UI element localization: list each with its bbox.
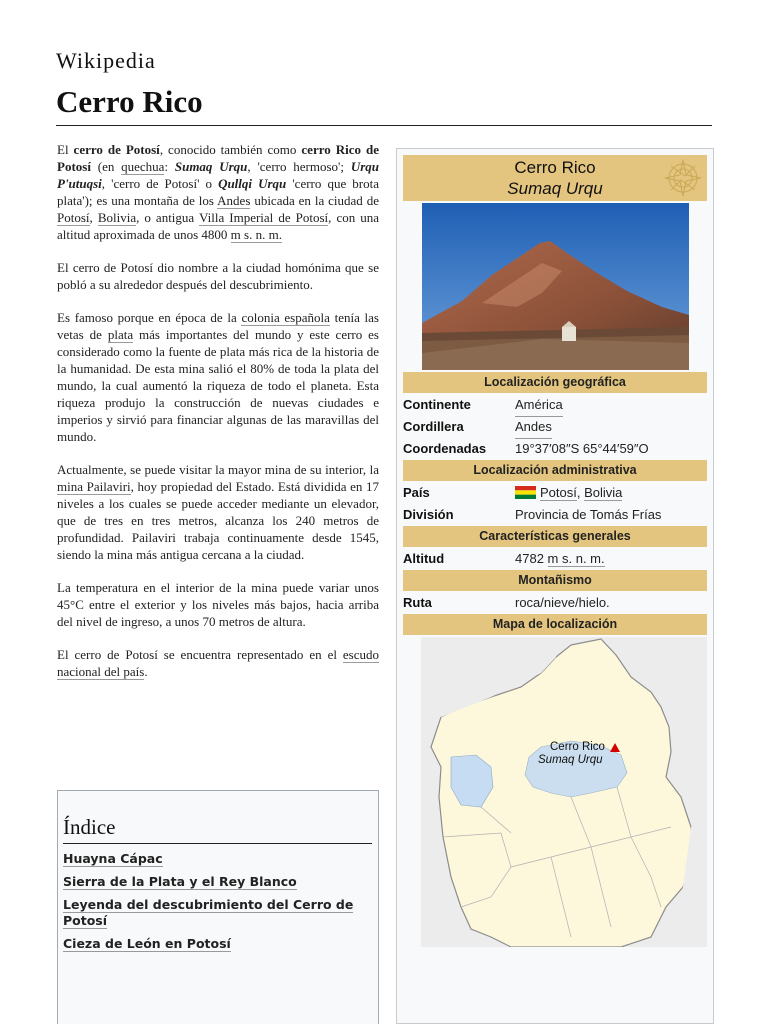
- infobox-native-name: Sumaq Urqu: [507, 179, 603, 198]
- toc-item-huayna-capac[interactable]: [63, 851, 372, 867]
- emphasis-text: cerro Rico de Potosí: [57, 142, 379, 174]
- toc-item-label: Cieza de León en Potosí: [63, 936, 231, 951]
- row-label: Ruta: [403, 595, 432, 610]
- inline-link[interactable]: quechua: [121, 159, 165, 174]
- row-country: [403, 482, 707, 504]
- emphasis-text: Sumaq Urqu: [174, 159, 248, 174]
- intro-paragraph-3: Es famoso porque en época de la colonia española tenía las vetas de plata más importantes del mundo y este cerro es considerado como la fuente de plata más rica de la historia de la humanidad. De esta mina salió el 80% de toda la plata del mundo, la cual aumentó la riqueza de todo el planeta. Esta riqueza produjo la construcción de nuevas ciudades e imperios y sirvió para financiar algunas de las maravillas del mundo.: [57, 310, 379, 444]
- inline-link[interactable]: Bolivia: [97, 210, 137, 225]
- intro-paragraph-4: Actualmente, se puede visitar la mayor mina de su interior, la mina Pailaviri, hoy propiedad del Estado. Está dividida en 17 niveles a los cuales se puede acceder mediante un elevador, que de tres en tres metros, alcanza los 240 metros de profundidad. Pailaviri trabaja continuamente desde 1545, siendo la mina más antigua cercana a la ciudad.: [57, 462, 379, 562]
- inline-link[interactable]: plata: [107, 327, 134, 342]
- emphasis-text: cerro de Potosí: [73, 142, 160, 157]
- altitude-value: [515, 548, 605, 570]
- emphasis-text: Qullqi Urqu: [218, 176, 287, 191]
- row-route: [403, 592, 707, 614]
- section-header-geo: Localización geográfica: [403, 372, 707, 393]
- altitude-unit-link[interactable]: m s. n. m.: [547, 551, 605, 566]
- map-label-native: Sumaq Urqu: [538, 754, 603, 766]
- altitude-number: 4782: [515, 551, 544, 566]
- toc-title: Índice: [63, 815, 372, 844]
- infobox-title: Cerro Rico: [514, 158, 596, 177]
- inline-link[interactable]: Andes: [217, 193, 251, 208]
- bolivia-link[interactable]: Bolivia: [584, 485, 623, 500]
- intro-paragraph-1: El cerro de Potosí, conocido también como cerro Rico de Potosí (en quechua: Sumaq Urqu, 'cerro hermoso'; Urqu P'utuqsi, 'cerro de Potosí' o Qullqi Urqu 'cerro que brota plata'); es una montaña de los Andes ubicada en la ciudad de Potosí, Bolivia, o antigua Villa Imperial de Potosí, con una altitud aproximada de unos 4800 m s. n. m.: [57, 142, 380, 242]
- bolivia-flag-icon: [515, 486, 536, 499]
- country-value: [515, 482, 622, 504]
- toc-item-label: Sierra de la Plata y el Rey Blanco: [63, 874, 297, 889]
- inline-link[interactable]: mina Pailaviri: [57, 479, 131, 494]
- compass-rose-icon: [655, 158, 703, 198]
- row-label: Cordillera: [403, 419, 464, 434]
- row-label: País: [403, 485, 430, 500]
- row-coordinates: [403, 438, 707, 460]
- infobox: [396, 148, 714, 1024]
- country-separator: ,: [576, 485, 585, 500]
- toc-item-leyenda[interactable]: [63, 897, 372, 929]
- inline-link[interactable]: escudo nacional del país: [57, 647, 379, 679]
- table-of-contents: [57, 790, 379, 1024]
- wikipedia-logo[interactable]: Wikipedia: [56, 48, 156, 73]
- range-link[interactable]: Andes: [515, 416, 552, 439]
- toc-item-label: Huayna Cápac: [63, 851, 163, 866]
- toc-item-cieza-de-leon[interactable]: [63, 936, 372, 952]
- emphasis-text: Urqu P'utuqsi: [57, 159, 379, 191]
- page-title: Cerro Rico: [56, 84, 203, 119]
- infobox-header: [403, 155, 707, 201]
- section-header-general: Características generales: [403, 526, 707, 547]
- altitude-label-link[interactable]: Altitud: [403, 548, 444, 571]
- inline-link[interactable]: Potosí: [57, 210, 90, 225]
- title-divider: [56, 125, 712, 126]
- intro-paragraph-6: El cerro de Potosí se encuentra representado en el escudo nacional del país.: [57, 647, 379, 679]
- row-altitude: [403, 548, 707, 570]
- intro-paragraph-2: El cerro de Potosí dio nombre a la ciudad homónima que se pobló a su alrededor después del descubrimiento.: [57, 260, 379, 292]
- division-link[interactable]: Provincia de Tomás Frías: [515, 504, 661, 527]
- potosi-link[interactable]: Potosí: [540, 485, 577, 500]
- continent-link[interactable]: América: [515, 394, 563, 417]
- row-label: División: [403, 507, 454, 522]
- cerro-rico-photo[interactable]: [422, 203, 689, 370]
- intro-paragraph-5: La temperatura en el interior de la mina puede variar unos 45°C entre el exterior y los niveles más bajos, hacia arriba del nivel de ingreso, a unos 70 metros de altura.: [57, 580, 379, 629]
- route-value: roca/nieve/hielo.: [515, 595, 610, 610]
- article-body: [57, 141, 379, 696]
- coordinates-link[interactable]: 19°37′08″S 65°44′59″O: [515, 438, 649, 461]
- toc-item-label: Leyenda del descubrimiento del Cerro de Potosí: [63, 897, 354, 928]
- inline-link[interactable]: m s. n. m.: [230, 227, 282, 242]
- section-header-mountaineering: Montañismo: [403, 570, 707, 591]
- row-range: [403, 416, 707, 438]
- row-label: Coordenadas: [403, 441, 487, 456]
- section-header-admin: Localización administrativa: [403, 460, 707, 481]
- inline-link[interactable]: Villa Imperial de Potosí: [199, 210, 329, 225]
- section-header-map: Mapa de localización: [403, 614, 707, 635]
- map-label-name: Cerro Rico: [550, 741, 605, 753]
- location-map[interactable]: [421, 637, 707, 947]
- row-label: Continente: [403, 397, 471, 412]
- inline-link[interactable]: colonia española: [241, 310, 330, 325]
- toc-item-sierra-de-la-plata[interactable]: [63, 874, 372, 890]
- row-division: [403, 504, 707, 526]
- row-continent: [403, 394, 707, 416]
